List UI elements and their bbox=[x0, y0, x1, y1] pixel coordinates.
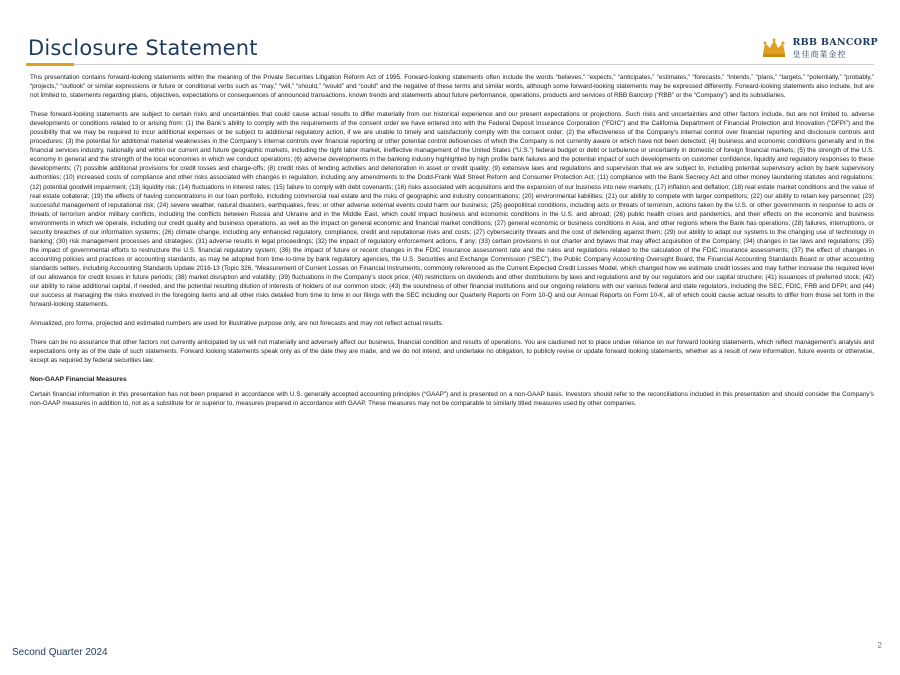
risk-factors-paragraph: These forward-looking statements are subject to certain risks and uncertainties that could cause actual results to differ materially from our historical experience and our present expectations or projections. Such risks and uncertainties and other factors include, but are not limited to, adverse developments or conditions related to or arising from: (1) the Bank’s ability to comply with the requirements of the consent order we have entered into with the Federal Deposit Insurance Corporation (“FDIC”) and the California Department of Financial Protection and Innovation (“DFPI”) and the possibility that we may be required to incur additional expenses or be subject to additional regulatory action, if we are unable to timely and satisfactorily comply with the consent order; (2) the effectiveness of the Company’s internal control over financial reporting and disclosure controls and procedures; (3) the potential for additional material weaknesses in the Company’s internal controls over financial reporting or other potential control deficiencies of which the Company is not currently aware or which have not been detected; (4) business and economic conditions generally and in the financial services industry, nationally and within our current and future geographic markets, including the tight labor market, ineffective management of the United States (“U.S.”) federal budget or debt or turbulence or uncertainly in domestic of foreign financial markets; (5) the strength of the U.S. economy in general and the strength of the local economies in which we conduct operations; (6) adverse developments in the banking industry highlighted by high profile bank failures and the potential impact of such developments on customer confidence, liquidity and regulatory responses to these developments; (7) possible additional provisions for credit losses and charge-offs; (8) credit risks of lending activities and deterioration in asset or credit quality; (9) extensive laws and regulations and supervision that we are subject to, including potential supervisory action by bank supervisory authorities; (10) increased costs of compliance and other risks associated with changes in regulation, including any amendments to the Dodd-Frank Wall Street Reform and Consumer Protection Act; (11) compliance with the Bank Secrecy Act and other money laundering statutes and regulations; (12) potential goodwill impairment; (13) liquidity risk; (14) fluctuations in interest rates; (15) failure to comply with debt covenants; (16) risks associated with acquisitions and the expansion of our business into new markets; (17) inflation and deflation; (18) real estate market conditions and the value of real estate collateral; (19) the effects of having concentrations in our loan portfolio, including commercial real estate and the risks of geographic and industry concentrations; (20) environmental liabilities; (21) our ability to compete with larger competitors; (22) our ability to retain key personnel; (23) successful management of reputational risk; (24) severe weather, natural disasters, earthquakes, fires; or other adverse external events could harm our business; (25) geopolitical conditions, including acts or threats of terrorism, actions taken by the U.S. or other governments in response to acts or threats of terrorism and/or military conflicts, including the conflicts between Russia and Ukraine and in the Middle East, which could impact business and economic conditions in the U.S. and abroad; (26) public health crises and pandemics, and their effects on the economic and business environments in which we operate, including our credit quality and business operations, as well as the impact on general economic and financial market conditions; (27) general economic or business conditions in Asia, and other regions where the Bank has operations; (28) failures, interruptions, or security breaches of our information systems; (26) climate change, including any enhanced regulatory, compliance, credit and reputational risks and costs; (27) cybersecurity threats and the cost of defending against them; (29) our ability to adapt our systems to the changing use of technology in banking; (30) risk management processes and strategies; (31) adverse results in legal proceedings; (32) the impact of regulatory enforcement actions, if any; (33) certain provisions in our charter and bylaws that may affect acquisition of the Company; (34) changes in tax laws and regulations; (35) the impact of governmental efforts to restructure the U.S. financial regulatory system; (36) the impact of future or recent changes in the FDIC insurance assessment rate and the rules and regulations related to the calculation of the FDIC insurance assessments; (37) the effect of changes in accounting policies and practices or accounting standards, as may be adopted from time-to-time by bank regulatory agencies, the U.S. Securities and Exchange Commission (“SEC”), the Public Company Accounting Oversight Board, the Financial Accounting Standards Board or other accounting standards setters, including Accounting Standards Update 2016-13 (Topic 326, “Measurement of Current Losses on Financial Instruments, commonly referenced as the Current Expected Credit Losses Model, which changed how we estimate credit losses and may further increase the required level of our allowance for credit losses in future periods; (38) market disruption and volatility; (39) fluctuations in the Company’s stock price; (40) restrictions on dividends and other distributions by laws and regulations and by our regulators and our capital structure; (41) issuances of preferred stock; (42) our ability to raise additional capital, if needed, and the potential resulting dilution of interests of holders of our common stock; (43) the soundness of other financial institutions and our ongoing relations with our various federal and state regulators, including the SEC, FDIC, FRB and DFPI; and (44) our success at managing the risks involved in the foregoing items and all other risks detailed from time to time in our filings with the SEC including our Quarterly Reports on Form 10-Q and our Annual Reports on Form 10-K, all of which could cause actual results to differ from those set forth in the forward-looking statements. bbox=[30, 111, 874, 309]
non-gaap-heading: Non-GAAP Financial Measures bbox=[30, 376, 127, 384]
forward-looking-intro-paragraph: This presentation contains forward-looking statements within the meaning of the Private Securities Litigation Reform Act of 1995. Forward-looking statements often include the words “believes,” “expects,” “anticipates,” “estimates,” “forecasts,” “intends,” “plans,” “targets,” “potentially,” “probably,” “projects,” “outlook” or similar expressions or future or conditional verbs such as “may,” “will,” “should,” “would” and “could” and the negative of these terms and similar words, although some forward-looking statements may be expressed differently. Forward-looking statements also include, but are not limited to, statements regarding plans, objectives, expectations or consequences of announced transactions, known trends and statements about future performance, operations, products and services of RBB Bancorp (“RBB” or the “Company”) and its subsidiaries. bbox=[30, 74, 874, 100]
page-number: 2 bbox=[877, 641, 882, 650]
crown-icon bbox=[761, 38, 787, 58]
footer-quarter-label: Second Quarter 2024 bbox=[12, 647, 108, 658]
header-accent-bar bbox=[26, 63, 74, 66]
non-gaap-paragraph: Certain financial information in this presentation has not been prepared in accordance with U.S. generally accepted accounting principles (“GAAP”) and is presented on a non-GAAP basis. Investors should refer to the reconciliations included in this presentation and should consider the Company’s non-GAAP measures in addition to, not as a substitute for or superior to, measures prepared in accordance with GAAP. These measures may not be comparable to similarly titled measures used by other companies. bbox=[30, 391, 874, 408]
no-assurance-paragraph: There can be no assurance that other factors not currently anticipated by us will not materially and adversely affect our business, financial condition and results of operations. You are cautioned not to place undue reliance on our forward looking statements, which reflect management’s analysis and expectations only as of the date of such statements. Forward looking statements speak only as of the date they are made, and we do not intend, and undertake no obligation, to publicly revise or update forward looking statements, whether as a result of new information, future events or otherwise, except as required by federal securities law. bbox=[30, 339, 874, 365]
disclosure-body bbox=[30, 73, 874, 419]
illustrative-numbers-paragraph: Annualized, pro forma, projected and estimated numbers are used for illustrative purpose only, are not forecasts and may not reflect actual results. bbox=[30, 320, 444, 328]
logo-name: RBB BANCORP bbox=[792, 37, 878, 48]
header-divider bbox=[26, 64, 874, 65]
company-logo bbox=[761, 38, 878, 59]
page-title: Disclosure Statement bbox=[28, 36, 258, 60]
logo-chinese-name: 皇佳商業金控 bbox=[792, 49, 847, 59]
